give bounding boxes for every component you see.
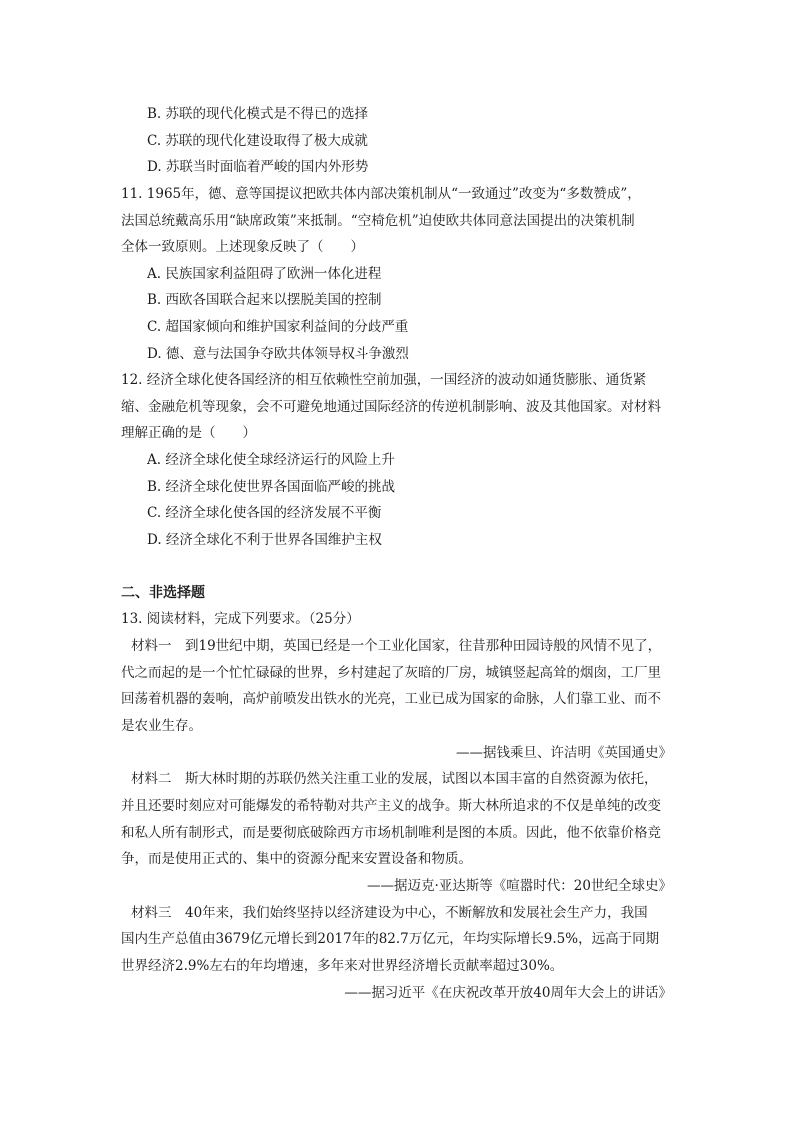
q10-option-d: D. 苏联当时面临着严峻的国内外形势 — [147, 159, 369, 175]
material-1-line-4: 是农业生存。 — [121, 718, 202, 734]
material-3-line-1: 材料三 40年来，我们始终坚持以经济建设为中心，不断解放和发展社会生产力，我国 — [131, 905, 648, 921]
q11-stem-line-2: 法国总统戴高乐用“缺席政策”来抵制。“空椅危机”迫使欧共体同意法国提出的决策机制 — [121, 213, 635, 229]
section-title: 二、非选择题 — [121, 585, 205, 601]
q12-stem-line-3: 理解正确的是（ ） — [121, 425, 256, 441]
q11-option-c: C. 超国家倾向和维护国家利益间的分歧严重 — [147, 319, 409, 335]
material-2-source: ——据迈克·亚达斯等《喧嚣时代：20世纪全球史》 — [367, 878, 672, 894]
q12-option-b: B. 经济全球化使世界各国面临严峻的挑战 — [147, 479, 396, 495]
q11-option-a: A. 民族国家利益阻碍了欧洲一体化进程 — [147, 266, 382, 282]
q10-option-b: B. 苏联的现代化模式是不得已的选择 — [147, 106, 369, 122]
material-2-line-2: 并且还要时刻应对可能爆发的希特勒对共产主义的战争。斯大林所追求的不仅是单纯的改变 — [121, 798, 661, 814]
q11-stem-line-3: 全体一致原则。上述现象反映了（ ） — [121, 239, 364, 255]
material-1-line-1: 材料一 到19世纪中期，英国已经是一个工业化国家，往昔那种田园诗般的风情不见了， — [131, 638, 662, 654]
q11-option-d: D. 德、意与法国争夺欧共体领导权斗争激烈 — [147, 346, 409, 362]
material-3-line-2: 国内生产总值由3679亿元增长到2017年的82.7万亿元，年均实际增长9.5%，远高于同期 — [121, 931, 660, 947]
material-3-source: ——据习近平《在庆祝改革开放40周年大会上的讲话》 — [344, 985, 672, 1001]
material-1-line-2: 代之而起的是一个忙忙碌碌的世界，乡村建起了灰暗的厂房，城镇竖起高耸的烟囱，工厂里 — [121, 665, 661, 681]
q10-option-c: C. 苏联的现代化建设取得了极大成就 — [147, 133, 368, 149]
q12-stem-line-1: 12. 经济全球化使各国经济的相互依赖性空前加强，一国经济的波动如通货膨胀、通货紧 — [121, 372, 647, 388]
material-2-line-1: 材料二 斯大林时期的苏联仍然关注重工业的发展，试图以本国丰富的自然资源为依托， — [131, 771, 658, 787]
material-1-source: ——据钱乘旦、许洁明《英国通史》 — [456, 745, 672, 761]
q11-option-b: B. 西欧各国联合起来以摆脱美国的控制 — [147, 292, 382, 308]
q11-stem-line-1: 11. 1965年，德、意等国提议把欧共体内部决策机制从“一致通过”改变为“多数赞成”， — [121, 186, 641, 202]
material-1-line-3: 回荡着机器的轰响，高炉前喷发出铁水的光亮，工业已成为国家的命脉，人们靠工业、而不 — [121, 691, 661, 707]
q12-option-c: C. 经济全球化使各国的经济发展不平衡 — [147, 505, 382, 521]
q13-stem: 13. 阅读材料，完成下列要求。（25分） — [121, 611, 360, 627]
material-3-line-3: 世界经济2.9%左右的年均增速，多年来对世界经济增长贡献率超过30%。 — [121, 958, 564, 974]
q12-stem-line-2: 缩、金融危机等现象，会不可避免地通过国际经济的传逆机制影响、波及其他国家。对材料 — [121, 399, 661, 415]
q12-option-a: A. 经济全球化使全球经济运行的风险上升 — [147, 452, 395, 468]
material-2-line-4: 争，而是使用正式的、集中的资源分配来安置设备和物质。 — [121, 851, 472, 867]
material-2-line-3: 和私人所有制形式，而是要彻底破除西方市场机制唯利是图的本质。因此，他不依靠价格竞 — [121, 825, 661, 841]
q12-option-d: D. 经济全球化不利于世界各国维护主权 — [147, 532, 382, 548]
